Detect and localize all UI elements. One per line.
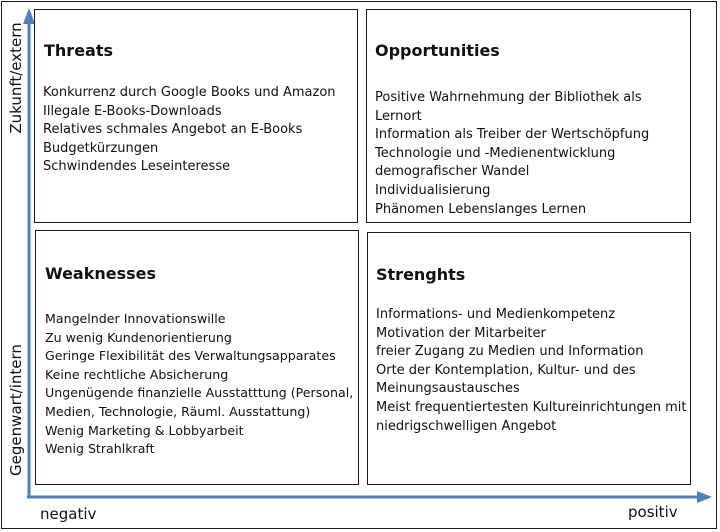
list-item: Individualisierung [375, 182, 491, 198]
x-axis-negative-label: negativ [40, 505, 97, 523]
list-item: Konkurrenz durch Google Books und Amazon [43, 85, 336, 100]
list-item: Mangelnder Innovationswille [45, 311, 226, 326]
threats-quadrant [34, 9, 358, 223]
opportunities-title: Opportunities [375, 41, 500, 60]
list-item: Motivation der Mitarbeiter [376, 325, 546, 341]
list-item: Technologie und -Medienentwicklung [375, 145, 616, 161]
list-item: Positive Wahrnehmung der Bibliothek als Lernort [375, 90, 642, 124]
opportunities-list [375, 89, 685, 219]
list-item: Wenig Marketing & Lobbyarbeit [45, 422, 244, 438]
list-item: Wenig Strahlkraft [45, 441, 155, 457]
list-item: demografischer Wandel [375, 164, 530, 180]
threats-list [43, 84, 353, 177]
list-item: Budgetkürzungen [43, 140, 159, 156]
opportunities-quadrant [366, 9, 691, 223]
list-item: Meist frequentiertesten Kultureinrichtungen mit niedrigschwelligen Angebot [376, 399, 687, 434]
weaknesses-title: Weaknesses [45, 264, 157, 283]
list-item: Phänomen Lebenslanges Lernen [375, 201, 587, 217]
list-item: Keine rechtliche Absicherung [45, 366, 229, 382]
x-axis-positive-label: positiv [628, 503, 678, 521]
y-axis-bottom-label: Gegenwart/intern [7, 344, 25, 476]
list-item: Illegale E-Books-Downloads [43, 103, 222, 119]
threats-title: Threats [44, 41, 114, 60]
strengths-title: Strenghts [376, 265, 466, 284]
x-axis-arrowhead [697, 491, 712, 503]
list-item: Orte der Kontemplation, Kultur- und des Meinungsaustausches [376, 362, 636, 397]
weaknesses-quadrant [35, 230, 359, 485]
weaknesses-list [45, 310, 357, 459]
list-item: Ungenügende finanzielle Ausstatttung (Personal, Medien, Technologie, Räuml. Ausstattung) [45, 385, 354, 419]
list-item: Schwindendes Leseinteresse [43, 159, 231, 175]
list-item: Relatives schmales Angebot an E-Books [43, 122, 303, 138]
list-item: Geringe Flexibilität des Verwaltungsapparates [45, 348, 336, 364]
list-item: freier Zugang zu Medien und Information [376, 344, 644, 360]
list-item: Information als Treiber der Wertschöpfung [375, 127, 650, 143]
y-axis-top-label: Zukunft/extern [7, 22, 25, 134]
list-item: Zu wenig Kundenorientierung [45, 329, 232, 345]
strengths-quadrant [367, 232, 691, 485]
strengths-list [376, 306, 690, 436]
list-item: Informations- und Medienkompetenz [376, 307, 616, 322]
